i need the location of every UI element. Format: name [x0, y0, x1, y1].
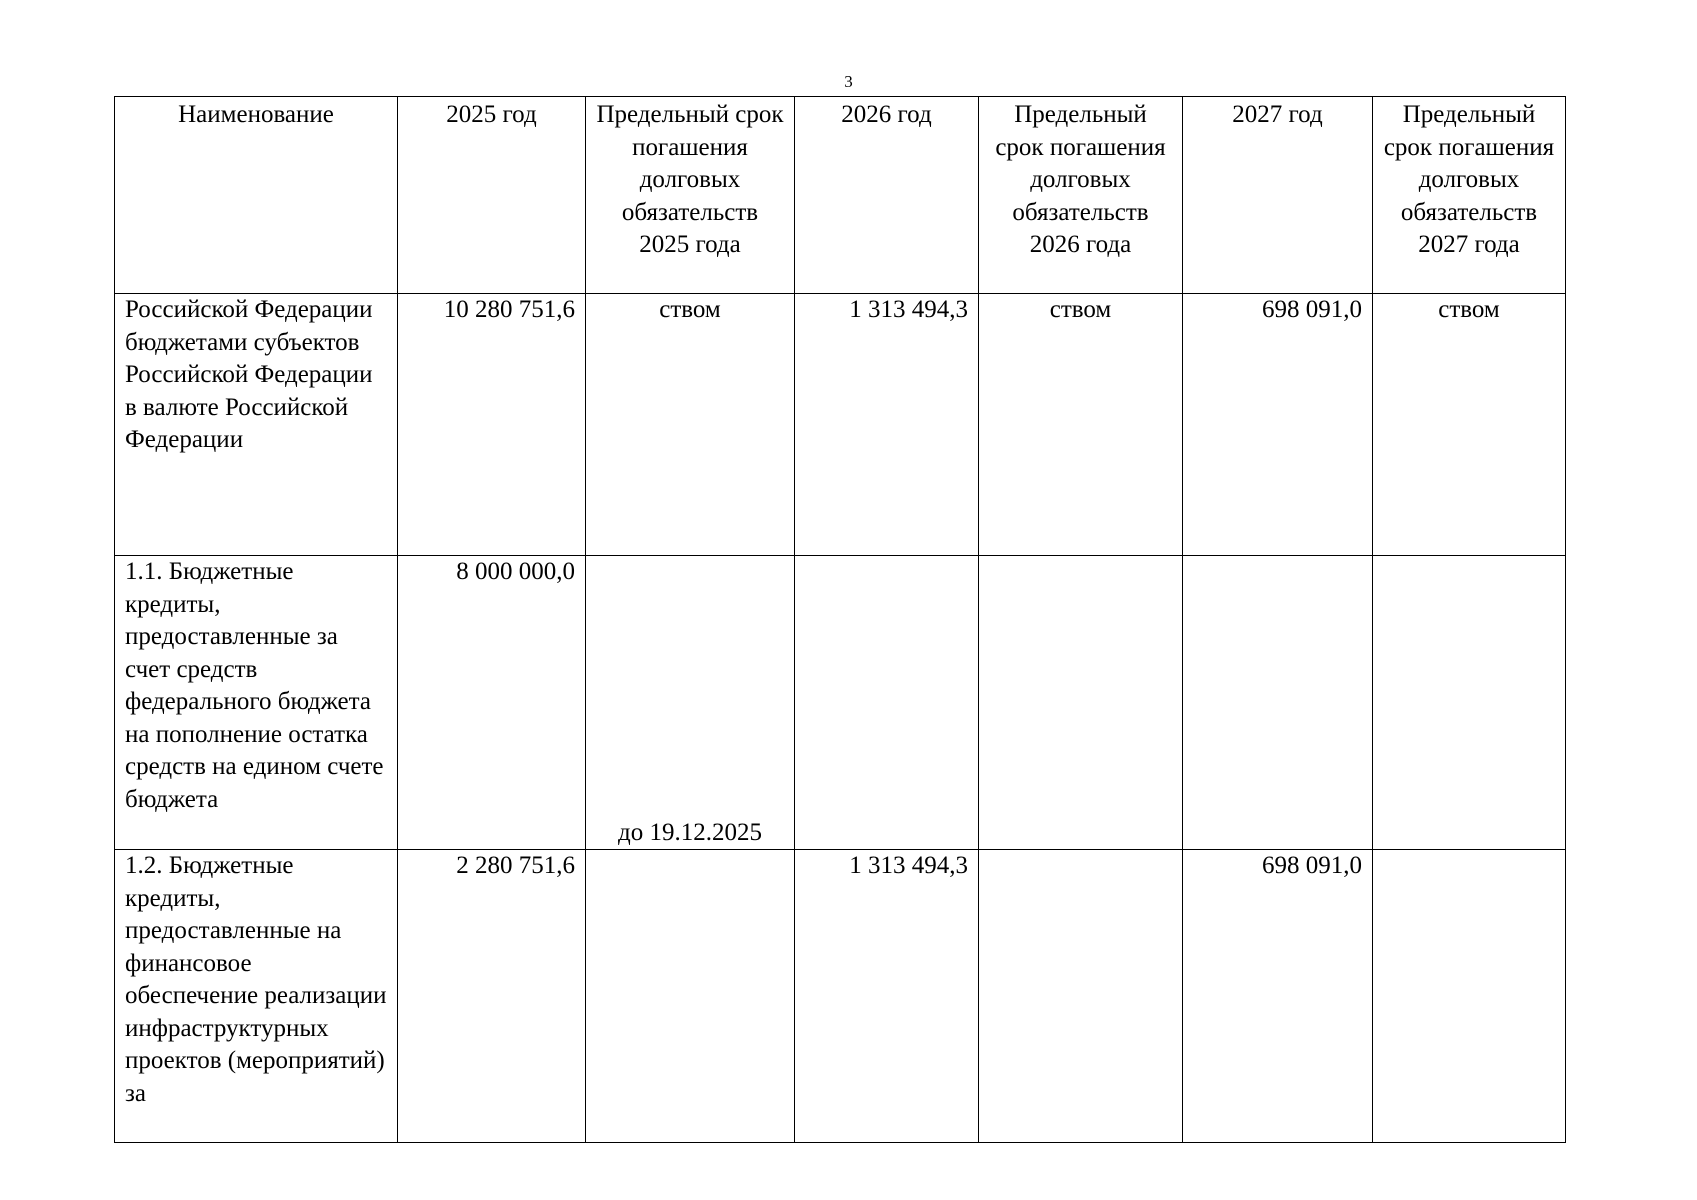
- table-row: [115, 850, 1566, 1143]
- header-2025: 2025 год: [398, 97, 586, 294]
- table-row: [115, 294, 1566, 556]
- row-name: 1.1. Бюджетные кредиты, предоставленные за счет средств федерального бюджета на пополнение остатка средств на едином счете бюджета: [115, 556, 398, 850]
- page-number: 3: [844, 72, 853, 91]
- deadline-2027: [1373, 556, 1566, 850]
- amount-2026: 1 313 494,3: [795, 850, 979, 1143]
- table-row: [115, 556, 1566, 850]
- deadline-2027: [1373, 850, 1566, 1143]
- header-name: Наименование: [115, 97, 398, 294]
- debt-obligations-table: [114, 96, 1566, 1143]
- amount-2027: [1183, 556, 1373, 850]
- deadline-2026: [979, 556, 1183, 850]
- header-2026: 2026 год: [795, 97, 979, 294]
- row-name: Российской Федерации бюджетами субъектов Российской Федерации в валюте Российской Федерации: [115, 294, 398, 556]
- amount-2026: 1 313 494,3: [795, 294, 979, 556]
- header-2027: 2027 год: [1183, 97, 1373, 294]
- amount-2025: 10 280 751,6: [398, 294, 586, 556]
- table-header-row: [115, 97, 1566, 294]
- deadline-2026: ством: [979, 294, 1183, 556]
- amount-2025: 2 280 751,6: [398, 850, 586, 1143]
- amount-2027: 698 091,0: [1183, 850, 1373, 1143]
- amount-2027: 698 091,0: [1183, 294, 1373, 556]
- amount-2025: 8 000 000,0: [398, 556, 586, 850]
- deadline-2025: до 19.12.2025: [586, 556, 795, 850]
- header-deadline-2027: Предельный срок погашения долговых обязательств 2027 года: [1373, 97, 1566, 294]
- deadline-2027: ством: [1373, 294, 1566, 556]
- amount-2026: [795, 556, 979, 850]
- deadline-2025: ством: [586, 294, 795, 556]
- header-deadline-2026: Предельный срок погашения долговых обязательств 2026 года: [979, 97, 1183, 294]
- deadline-2026: [979, 850, 1183, 1143]
- header-deadline-2025: Предельный срок погашения долговых обязательств 2025 года: [586, 97, 795, 294]
- deadline-2025: [586, 850, 795, 1143]
- row-name: 1.2. Бюджетные кредиты, предоставленные на финансовое обеспечение реализации инфраструктурных проектов (мероприятий) за: [115, 850, 398, 1143]
